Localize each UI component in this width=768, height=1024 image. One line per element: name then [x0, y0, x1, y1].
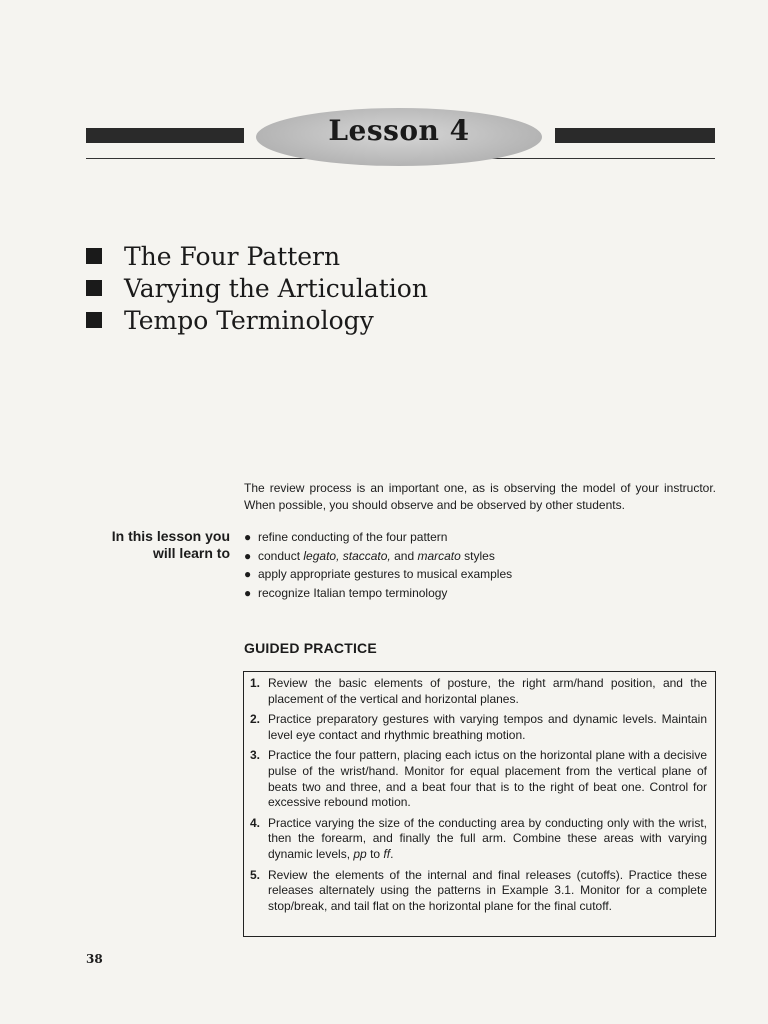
practice-item — [250, 748, 707, 810]
topic-text: Varying the Articulation — [124, 273, 428, 303]
learn-item — [244, 528, 512, 547]
learn-item-text — [258, 547, 495, 566]
practice-item-text-part: Practice varying the size of the conducting area by conducting only with the wrist, then the forearm, and finally the full arm. Combine these areas with varying dynamic levels, — [268, 815, 707, 861]
lesson-title: Lesson 4 — [328, 114, 470, 147]
learn-item — [244, 584, 512, 603]
practice-item — [250, 712, 707, 743]
topic-item — [86, 272, 428, 304]
topic-list — [86, 240, 428, 336]
learn-item-text: recognize Italian tempo terminology — [258, 585, 448, 600]
learn-list — [244, 528, 512, 602]
topic-text: Tempo Terminology — [124, 305, 374, 335]
practice-item-text: Practice the four pattern, placing each ictus on the horizontal plane with a decisive pulse of the wrist/hand. Monitor for equal placement from the vertical plane of beats two and three, and a beat four that is to the right of beat one. Control for excessive rebound motion. — [268, 748, 707, 810]
square-bullet-icon — [86, 248, 102, 264]
practice-item-number: 3. — [250, 748, 261, 763]
dynamic-marking: ff — [383, 846, 391, 861]
bullet-icon: ● — [244, 585, 252, 600]
topic-item — [86, 304, 428, 336]
bullet-icon: ● — [244, 530, 252, 544]
square-bullet-icon — [86, 312, 102, 328]
intro-paragraph: The review process is an important one, as is observing the model of your instructor. When possible, you should observe and be observed by other students. — [244, 481, 716, 512]
topic-text: The Four Pattern — [124, 241, 341, 271]
learn-heading-line: In this lesson you — [111, 528, 230, 544]
practice-item-text: Review the elements of the internal and final releases (cutoffs). Practice these releases alternately using the patterns in Example 3.1. Monitor for a complete stop/break, and tail flat on the horizontal plane for the final cutoff. — [268, 867, 707, 913]
practice-item — [250, 816, 707, 863]
articulation-term: marcato — [417, 548, 461, 563]
topic-item — [86, 240, 428, 272]
guided-practice-heading: GUIDED PRACTICE — [244, 640, 377, 656]
guided-practice-list — [250, 676, 707, 914]
guided-practice-box — [243, 671, 716, 937]
dynamic-marking: pp — [353, 846, 367, 861]
square-bullet-icon — [86, 280, 102, 296]
learn-heading — [86, 528, 230, 562]
practice-item-text-part: . — [390, 846, 394, 861]
learn-item-text-part: styles — [460, 548, 495, 563]
learn-item-text-part: conduct — [258, 548, 304, 563]
practice-item-text: Practice preparatory gestures with varying tempos and dynamic levels. Maintain level eye contact and rhythmic breathing motion. — [268, 712, 707, 742]
page-number: 38 — [86, 952, 103, 966]
header-bar-right — [555, 128, 715, 143]
practice-item-text — [268, 816, 707, 863]
learn-item-text: apply appropriate gestures to musical examples — [258, 567, 513, 581]
learn-item — [244, 565, 512, 584]
practice-item-number: 5. — [250, 867, 261, 882]
practice-item — [250, 676, 707, 707]
practice-item — [250, 868, 707, 915]
learn-heading-line: will learn to — [152, 545, 230, 561]
learn-item — [244, 547, 512, 566]
practice-item-text: Review the basic elements of posture, the right arm/hand position, and the placement of the vertical and horizontal planes. — [268, 676, 707, 706]
bullet-icon: ● — [244, 548, 252, 563]
practice-item-text-part: to — [366, 846, 384, 861]
practice-item-number: 2. — [250, 712, 261, 727]
header-bar-left — [86, 128, 244, 143]
practice-item-number: 4. — [250, 815, 261, 830]
articulation-term: legato, staccato, — [303, 548, 391, 563]
learn-item-text: refine conducting of the four pattern — [258, 530, 448, 544]
practice-item-number: 1. — [250, 676, 261, 690]
learn-item-text-part: and — [390, 548, 418, 563]
bullet-icon: ● — [244, 567, 252, 581]
